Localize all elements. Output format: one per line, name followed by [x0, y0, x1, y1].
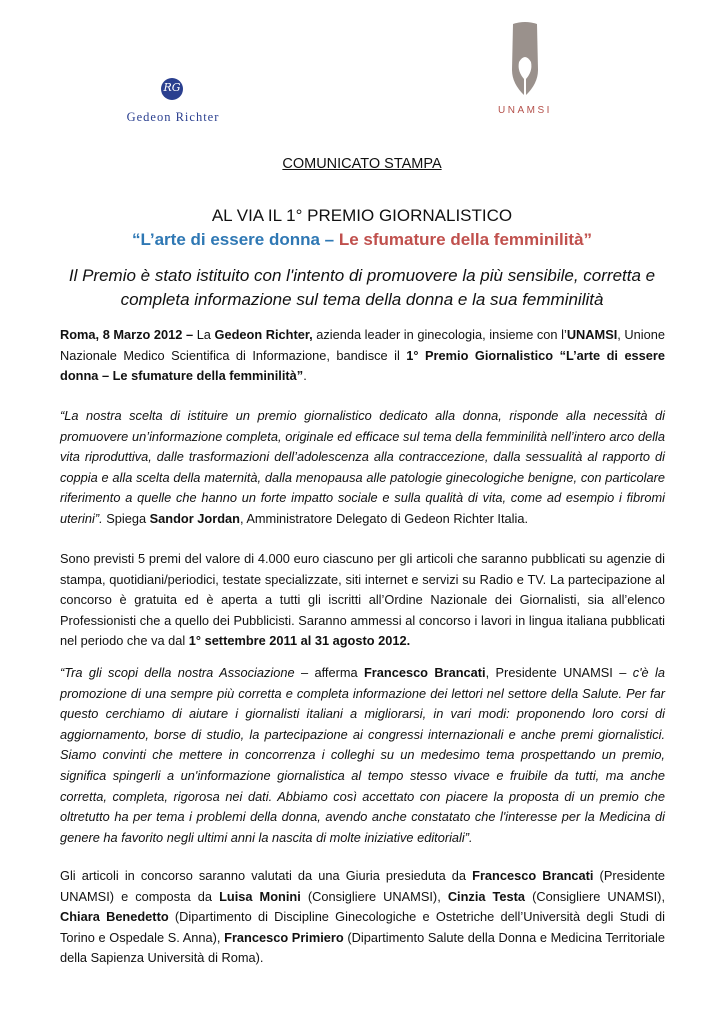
- unamsi-logo: [486, 22, 564, 122]
- gedeon-richter-wordmark: Gedeon Richter: [126, 110, 220, 124]
- paragraph-quote-jordan: “La nostra scelta di istituire un premio giornalistico dedicato alla donna, risponde alla necessità di promuovere un’informazione completa, originale ed efficace sul tema della femminilità nell’intero arco della vita riproduttiva, dalle trasformazioni dell’adolescenza alla contraccezione, dalla sessualità al rapporto di coppia e alla scelta della maternità, dalla menopausa alle patologie ginecologiche benigne, con particolare riferimento a quelle che hanno un forte impatto sociale e sulla qualità di vita, come ad esempio i fibromi uterini”. Spiega Sandor Jordan, Amministratore Delegato di Gedeon Richter Italia.: [60, 408, 665, 526]
- prize-title: [40, 230, 684, 250]
- gedeon-richter-logo: [106, 78, 240, 128]
- gedeon-richter-mark: RG: [161, 78, 183, 100]
- paragraph-jury: Gli articoli in concorso saranno valutati da una Giuria presieduta da Francesco Brancati (Presidente UNAMSI) e composta da Luisa Monini (Consigliere UNAMSI), Cinzia Testa (Consigliere UNAMSI), Chiara Benedetto (Dipartimento di Discipline Ginecologiche e Ostetriche dell’Università degli Studi di Torino e Ospedale S. Anna), Francesco Primiero (Dipartimento Salute della Donna e Medicina Territoriale della Sapienza Università di Roma).: [60, 868, 666, 966]
- paragraph-quote-brancati: “Tra gli scopi della nostra Associazione – afferma Francesco Brancati, Presidente UNAMSI – c'è la promozione di una sempre più corretta e completa informazione dei lettori nel settore della Salute. Per far questo cerchiamo di aiutare i giornalisti italiani a migliorarsi, in vari modi: proponendo loro corsi di aggiornamento, borse di studio, la partecipazione ai congressi internazionali e anche premi giornalistici. Siamo convinti che mettere in concorrenza i colleghi su un medesimo tema prospettando un premio, significa spingerli a un'informazione giornalistica al tempo stesso vivace e fruibile da tutti, ma anche corretta, completa, rigorosa nei dati. Abbiamo così accettato con piacere la proposta di un premio che oltretutto ha per tema i problemi della donna, avendo anche constatato che l'interesse per la Medicina di genere ha favorito negli ultimi anni la nascita di molte iniziative editoriali”.: [60, 665, 666, 845]
- unamsi-wordmark: UNAMSI: [498, 105, 552, 116]
- prize-title-red: Le sfumature della femminilità”: [338, 230, 593, 249]
- comunicato-heading: COMUNICATO STAMPA: [282, 156, 442, 172]
- paragraph-intro: Roma, 8 Marzo 2012 – La Gedeon Richter, azienda leader in ginecologia, insieme con l’UNAMSI, Unione Nazionale Medico Scientifica di Informazione, bandisce il 1° Premio Giornalistico “L’arte di essere donna – Le sfumature della femminilità”.: [60, 327, 666, 384]
- prize-title-blue: “L’arte di essere donna –: [131, 230, 339, 249]
- pen-nib-icon: [486, 22, 564, 102]
- paragraph-prizes: Sono previsti 5 premi del valore di 4.000 euro ciascuno per gli articoli che saranno pubblicati su agenzie di stampa, quotidiani/periodici, testate specializzate, siti internet e servizi su Radio e TV. La partecipazione al concorso è gratuita ed è aperta a tutti gli iscritti all’Ordine Nazionale dei Giornalisti, sia all’elenco Professionisti che a quello dei Pubblicisti. Saranno ammessi al concorso i lavori in lingua italiana pubblicati nel periodo che va dal 1° settembre 2011 al 31 agosto 2012.: [60, 551, 665, 649]
- dateline: Roma, 8 Marzo 2012 –: [60, 327, 194, 342]
- main-title: AL VIA IL 1° PREMIO GIORNALISTICO: [211, 206, 513, 225]
- subtitle: Il Premio è stato istituito con l'intento di promuovere la più sensibile, corretta e completa informazione sul tema della donna e la sua femminilità: [68, 266, 656, 309]
